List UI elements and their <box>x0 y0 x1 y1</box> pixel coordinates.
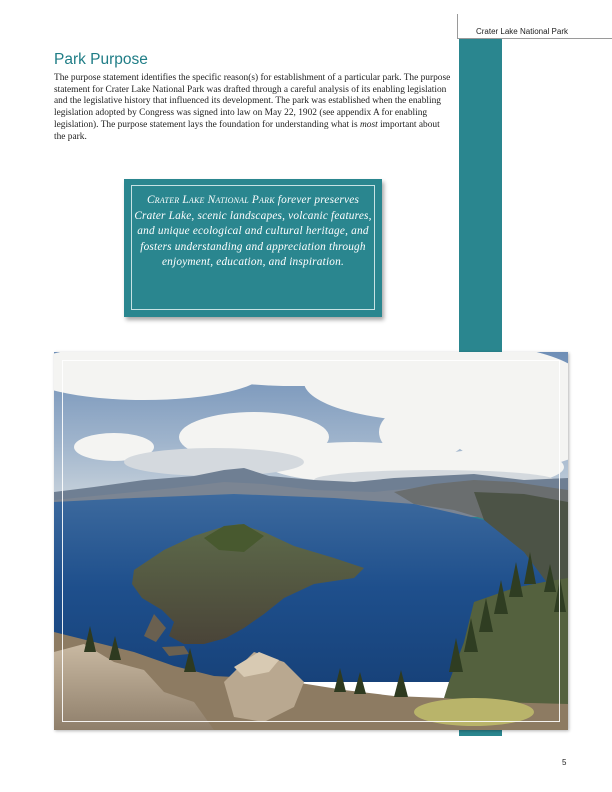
purpose-statement-text: forever preserves Crater Lake, scenic landscapes, volcanic features, and unique ecological and cultural heritage, and fosters understanding and appreciation through enjoyment, education, and inspiration. <box>134 194 372 269</box>
purpose-park-name: Crater Lake National Park <box>146 194 275 206</box>
section-title: Park Purpose <box>54 51 148 68</box>
page-number: 5 <box>562 758 567 767</box>
intro-text-part1: The purpose statement identifies the specific reason(s) for establishment of a particular park. The purpose statement for Crater Lake National Park was drafted through a careful analysis of its enabling legislation and the legislative history that influenced its development. The park was established when the enabling legislation adopted by Congress was signed into law on May 22, 1902 (see appendix A for enabling legislation). The purpose statement lays the foundation for understanding what is <box>54 73 451 130</box>
crater-lake-landscape <box>54 352 568 730</box>
purpose-statement <box>134 193 372 271</box>
running-title: Crater Lake National Park <box>475 27 568 36</box>
purpose-statement-box <box>124 179 382 317</box>
intro-emphasis: most <box>360 119 378 130</box>
intro-paragraph <box>54 73 452 143</box>
intro-text-part2: important about the park. <box>54 119 440 142</box>
crater-lake-photo <box>54 352 568 730</box>
